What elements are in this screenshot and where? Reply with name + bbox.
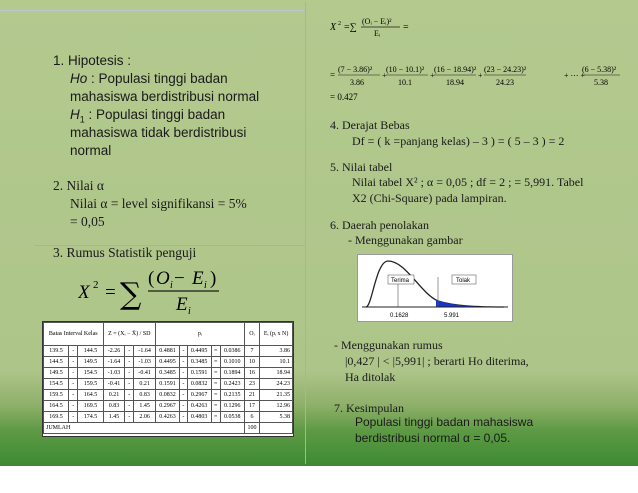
calc-eq2: =: [330, 70, 336, 80]
table-cell: 0.3485: [156, 368, 180, 379]
table-cell: -1.03: [103, 368, 125, 379]
table-cell: 169.5: [44, 412, 69, 423]
h1-label: H: [70, 107, 80, 122]
table-cell: =: [211, 412, 220, 423]
top-divider-line: [0, 10, 305, 11]
table-cell: 7: [244, 346, 260, 357]
table-cell: -: [69, 390, 78, 401]
table-cell: -: [69, 401, 78, 412]
num-close: ): [210, 268, 217, 289]
term-denominator: 24.23: [496, 78, 514, 87]
table-cell: 1.45: [103, 412, 125, 423]
table-cell: -: [179, 390, 187, 401]
formula-method-line-2: Ha ditolak: [345, 370, 396, 384]
table-cell: =: [211, 346, 220, 357]
table-cell: 0.1894: [220, 368, 244, 379]
h1-line-3: normal: [70, 143, 112, 158]
table-value-line-1: Nilai tabel X² ; α = 0,05 ; df = 2 ; = 5,991. Tabel: [352, 175, 584, 189]
sum-symbol: ∑: [120, 277, 142, 312]
term-denominator: 5.38: [594, 78, 608, 87]
table-cell: 174.5: [78, 412, 103, 423]
table-cell: 0.1296: [220, 401, 244, 412]
reject-label: Tolak: [456, 278, 471, 284]
header-p: pᵢ: [156, 323, 245, 346]
alpha-line-2: = 0,05: [70, 214, 105, 229]
table-cell: -: [125, 412, 134, 423]
term-denominator: 10.1: [398, 78, 412, 87]
table-cell: -: [179, 412, 187, 423]
table-cell: -0.41: [134, 368, 156, 379]
table-cell: =: [211, 390, 220, 401]
calc-x: X: [330, 22, 337, 33]
table-cell: 0.4803: [187, 412, 211, 423]
header-o: Oᵢ: [244, 323, 260, 346]
table-cell: -: [69, 412, 78, 423]
table-row: [44, 368, 293, 379]
total-label: JUMLAH: [44, 423, 245, 434]
header-z: Z = (Xᵢ − X̄) / SD: [103, 323, 156, 346]
table-cell: 144.5: [44, 357, 69, 368]
num-e: E: [192, 268, 204, 289]
table-cell: 0.2423: [220, 379, 244, 390]
table-cell: 0.1010: [220, 357, 244, 368]
table-cell: 149.5: [78, 357, 103, 368]
table-cell: 0.21: [103, 390, 125, 401]
table-row: [44, 390, 293, 401]
table-row: [44, 401, 293, 412]
chi-square-formula: [78, 262, 248, 318]
alpha-line-1: Nilai α = level signifikansi = 5%: [70, 196, 247, 211]
den-e-sub: i: [188, 306, 191, 317]
formula-exp: 2: [93, 279, 99, 291]
table-cell: 0.4495: [187, 346, 211, 357]
term-denominator: 3.86: [350, 78, 364, 87]
table-cell: 0.2967: [187, 390, 211, 401]
table-cell: -: [125, 346, 134, 357]
table-cell: 0.1591: [187, 368, 211, 379]
hypothesis-heading: 1. Hipotesis :: [53, 53, 132, 68]
table-cell: 0.4263: [187, 401, 211, 412]
table-cell: 1.45: [134, 401, 156, 412]
header-e: Eᵢ (pᵢ x N): [260, 323, 293, 346]
table-cell: -: [125, 401, 134, 412]
ho-text: : Populasi tinggi badan: [87, 71, 228, 86]
chi-square-calculation: [330, 8, 620, 110]
table-cell: 0.2967: [156, 401, 180, 412]
table-cell: 18.94: [260, 368, 293, 379]
total-row: [44, 423, 293, 434]
table-cell: -: [125, 390, 134, 401]
table-cell: -: [69, 346, 78, 357]
table-cell: 0.2135: [220, 390, 244, 401]
term-numerator: (6 − 5.38)²: [582, 65, 617, 74]
table-cell: 149.5: [44, 368, 69, 379]
conclusion-heading: 7. Kesimpulan: [334, 401, 404, 415]
table-cell: 164.5: [78, 390, 103, 401]
den-e: E: [176, 294, 188, 315]
table-cell: 21: [244, 390, 260, 401]
table-cell: 0.4495: [156, 357, 180, 368]
table-value-line-2: X2 (Chi-Square) pada lampiran.: [352, 191, 507, 205]
total-value: 100: [244, 423, 260, 434]
table-cell: -: [125, 368, 134, 379]
table-cell: -1.03: [134, 357, 156, 368]
table-cell: 154.5: [44, 379, 69, 390]
table-cell: 0.21: [134, 379, 156, 390]
table-cell: 0.1591: [156, 379, 180, 390]
table-cell: 24.23: [260, 379, 293, 390]
num-minus: −: [174, 268, 185, 289]
table-cell: 0.83: [134, 390, 156, 401]
h1-text: : Populasi tinggi badan: [84, 107, 226, 122]
table-row: [44, 379, 293, 390]
table-value-heading: 5. Nilai tabel: [330, 160, 393, 174]
table-cell: -: [179, 357, 187, 368]
table-cell: 0.83: [103, 401, 125, 412]
term-plus: +: [430, 71, 435, 80]
table-cell: 17: [244, 401, 260, 412]
calc-eq-sum: =∑: [344, 22, 357, 33]
table-cell: =: [211, 368, 220, 379]
h1-line-2: mahasiswa tidak berdistribusi: [70, 125, 247, 140]
chart-value-1: 0.1628: [390, 313, 409, 319]
table-cell: -: [125, 357, 134, 368]
table-cell: 16: [244, 368, 260, 379]
accept-label: Terima: [391, 278, 410, 284]
table-cell: -: [69, 379, 78, 390]
table-cell: 2.06: [134, 412, 156, 423]
test-statistic-heading: 3. Rumus Statistik penguji: [53, 245, 197, 260]
table-cell: -0.41: [103, 379, 125, 390]
formula-method-line-1: |0,427 | < |5,991| ; berarti Ho diterima,: [345, 354, 529, 368]
table-cell: 23: [244, 379, 260, 390]
table-cell: -2.26: [103, 346, 125, 357]
df-line: Df = ( k =panjang kelas) – 3 ) = ( 5 – 3 ) = 2: [352, 134, 565, 148]
term-plus: +: [382, 71, 387, 80]
table-cell: -1.64: [103, 357, 125, 368]
total-empty: [260, 423, 293, 434]
rejection-heading: 6. Daerah penolakan: [330, 218, 429, 232]
term-numerator: (23 − 24.23)²: [484, 65, 527, 74]
table-cell: -: [125, 379, 134, 390]
df-heading: 4. Derajat Bebas: [330, 118, 410, 132]
conclusion-line-2: berdistribusi normal α = 0,05.: [355, 431, 511, 445]
formula-x: X: [78, 282, 90, 303]
table-cell: 159.5: [78, 379, 103, 390]
table-cell: 0.4263: [156, 412, 180, 423]
table-row: [44, 412, 293, 423]
frequency-table-grid: [43, 322, 293, 434]
num-e-sub: i: [204, 280, 207, 291]
table-cell: -: [69, 368, 78, 379]
table-row: [44, 357, 293, 368]
term-numerator: (7 − 3.86)²: [338, 65, 373, 74]
calc-tail: =: [403, 22, 409, 33]
table-cell: -1.64: [134, 346, 156, 357]
chart-value-2: 5.991: [444, 313, 460, 319]
table-cell: -: [179, 379, 187, 390]
h1-subscript: 1: [79, 114, 85, 125]
table-cell: 0.4881: [156, 346, 180, 357]
num-open: (: [148, 268, 155, 289]
chi-square-distribution-chart: [357, 254, 513, 322]
table-cell: 159.5: [44, 390, 69, 401]
term-plus: +: [478, 71, 483, 80]
table-cell: =: [211, 379, 220, 390]
calc-exp: 2: [338, 21, 341, 27]
table-cell: -: [179, 346, 187, 357]
table-cell: 0.0538: [220, 412, 244, 423]
table-cell: 6: [244, 412, 260, 423]
formula-method-heading: - Menggunakan rumus: [334, 338, 443, 352]
table-cell: 0.3485: [187, 357, 211, 368]
table-cell: =: [211, 401, 220, 412]
column-divider: [305, 2, 306, 464]
table-cell: -: [179, 368, 187, 379]
alpha-heading: 2. Nilai α: [53, 178, 104, 193]
calc-num: (Oᵢ − Eᵢ)²: [362, 17, 392, 26]
calc-den: Eᵢ: [374, 29, 381, 38]
ho-line: [70, 70, 285, 88]
conclusion-line-1: Populasi tinggi badan mahasiswa: [355, 415, 534, 429]
ho-label: Ho: [70, 71, 88, 86]
table-cell: =: [211, 357, 220, 368]
table-cell: 5.38: [260, 412, 293, 423]
table-row: [44, 346, 293, 357]
formula-eq: =: [105, 282, 116, 303]
frequency-table: [42, 321, 294, 437]
term-numerator: (16 − 18.94)²: [434, 65, 477, 74]
table-cell: 3.86: [260, 346, 293, 357]
table-cell: -: [69, 357, 78, 368]
table-cell: 0.0832: [187, 379, 211, 390]
header-interval: Batas Interval Kelas: [44, 323, 104, 346]
table-cell: 21.35: [260, 390, 293, 401]
num-o: O: [156, 268, 170, 289]
table-cell: 0.0832: [156, 390, 180, 401]
table-cell: -: [179, 401, 187, 412]
table-cell: 164.5: [44, 401, 69, 412]
calc-result: = 0.427: [330, 92, 358, 102]
ho-line-2: mahasiswa berdistribusi normal: [70, 89, 260, 104]
table-cell: 10: [244, 357, 260, 368]
table-cell: 0.0386: [220, 346, 244, 357]
table-cell: 169.5: [78, 401, 103, 412]
table-cell: 10.1: [260, 357, 293, 368]
table-cell: 12.96: [260, 401, 293, 412]
rejection-line: - Menggunakan gambar: [348, 233, 463, 247]
num-o-sub: i: [170, 280, 173, 291]
term-denominator: 18.94: [446, 78, 464, 87]
term-numerator: (10 − 10.1)²: [386, 65, 425, 74]
table-cell: 139.5: [44, 346, 69, 357]
calc-dots: + ⋯ +: [564, 71, 586, 80]
table-cell: 144.5: [78, 346, 103, 357]
table-cell: 154.5: [78, 368, 103, 379]
